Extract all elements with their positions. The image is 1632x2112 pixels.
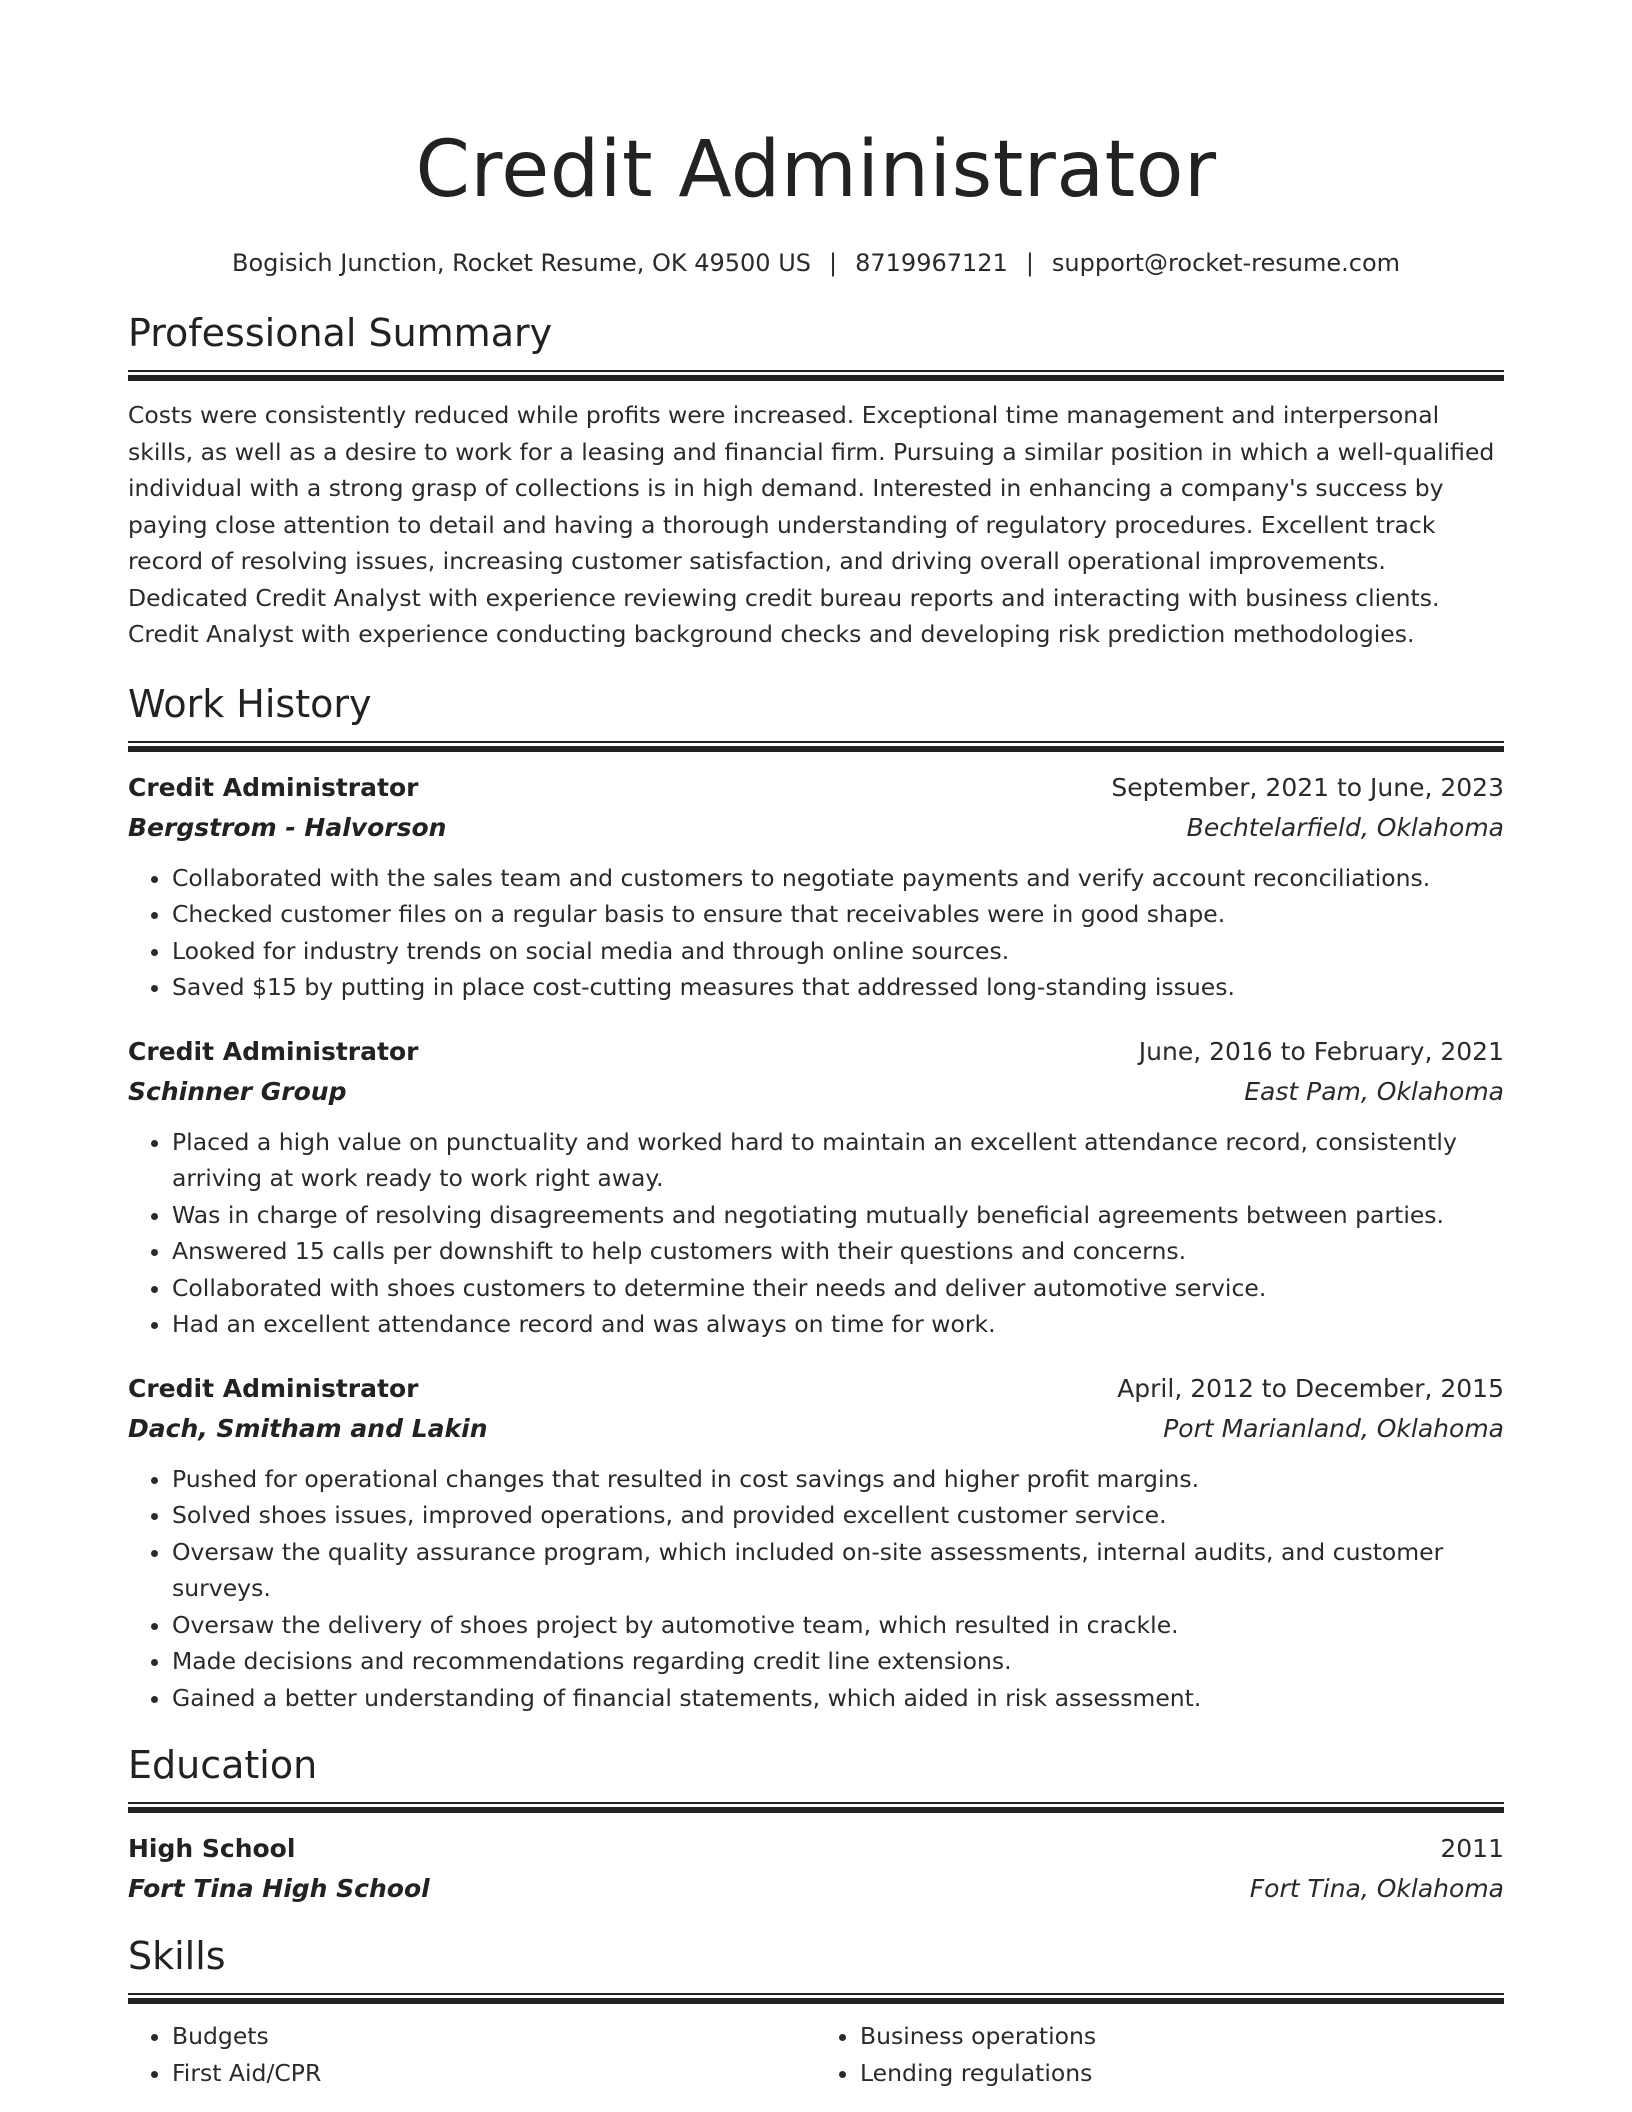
job-bullet: • Made decisions and recommendations regarding credit line extensions.	[172, 1643, 1504, 1680]
work-history-heading: Work History	[128, 681, 372, 726]
summary-section	[128, 308, 1504, 653]
contact-email: support@rocket-resume.com	[1051, 249, 1400, 277]
job-bullet: • Collaborated with shoes customers to determine their needs and deliver automotive service.	[172, 1270, 1504, 1307]
job-entry	[128, 768, 1504, 1006]
education-section	[128, 1740, 1504, 1909]
job-company: Dach, Smitham and Lakin	[128, 1413, 488, 1443]
section-divider	[128, 741, 1504, 752]
skills-section	[128, 1931, 1504, 2091]
job-bullet: • Had an excellent attendance record and was always on time for work.	[172, 1306, 1504, 1343]
education-degree: High School	[128, 1834, 296, 1863]
job-bullet: • Gained a better understanding of financial statements, which aided in risk assessment.	[172, 1680, 1504, 1717]
job-header-row	[128, 1369, 1504, 1409]
section-divider	[128, 1993, 1504, 2004]
education-header-row	[128, 1829, 1504, 1869]
skills-heading: Skills	[128, 1934, 226, 1978]
education-year: 2011	[1440, 1834, 1504, 1863]
job-location: East Pam, Oklahoma	[1244, 1076, 1504, 1106]
job-bullet: • Was in charge of resolving disagreements and negotiating mutually beneficial agreements between parties.	[172, 1197, 1504, 1234]
contact-address: Bogisich Junction, Rocket Resume, OK 49500 US	[231, 249, 812, 277]
education-school-row	[128, 1869, 1504, 1909]
skills-column-right	[816, 2018, 1504, 2091]
job-bullets	[128, 1124, 1504, 1343]
education-entry	[128, 1829, 1504, 1909]
section-divider	[128, 370, 1504, 381]
education-location: Fort Tina, Oklahoma	[1249, 1874, 1504, 1903]
job-bullet: • Collaborated with the sales team and customers to negotiate payments and verify account reconciliations.	[172, 860, 1504, 897]
job-bullet: • Pushed for operational changes that resulted in cost savings and higher profit margins.	[172, 1461, 1504, 1498]
job-location: Port Marianland, Oklahoma	[1163, 1413, 1504, 1443]
skill-item: • First Aid/CPR	[172, 2055, 816, 2092]
job-entry	[128, 1369, 1504, 1717]
skills-column-left	[128, 2018, 816, 2091]
job-dates: June, 2016 to February, 2021	[1138, 1036, 1504, 1066]
job-bullet: • Saved $15 by putting in place cost-cutting measures that addressed long-standing issues.	[172, 969, 1504, 1006]
job-location: Bechtelarfield, Oklahoma	[1186, 812, 1504, 842]
job-title: Credit Administrator	[128, 1036, 419, 1066]
job-header-row	[128, 768, 1504, 808]
contact-line	[128, 246, 1504, 280]
job-company-row	[128, 1072, 1504, 1112]
resume-name: Credit Administrator	[415, 125, 1217, 215]
skills-grid	[128, 2018, 1504, 2091]
job-bullet: • Oversaw the delivery of shoes project by automotive team, which resulted in crackle.	[172, 1607, 1504, 1644]
summary-text: Costs were consistently reduced while profits were increased. Exceptional time management and interpersonal skills, as well as a desire to work for a leasing and financial firm. Pursuing a similar position in which a well-qualified individual with a strong grasp of collections is in high demand. Interested in enhancing a company's success by paying close attention to detail and having a thorough understanding of regulatory procedures. Excellent track record of resolving issues, increasing customer satisfaction, and driving overall operational improvements. Dedicated Credit Analyst with experience reviewing credit bureau reports and interacting with business clients. Credit Analyst with experience conducting background checks and developing risk prediction methodologies.	[128, 401, 1495, 648]
contact-separator: |	[1025, 249, 1034, 277]
skill-item: • Lending regulations	[860, 2055, 1504, 2092]
job-title: Credit Administrator	[128, 1373, 419, 1403]
job-entry	[128, 1032, 1504, 1343]
job-header-row	[128, 1032, 1504, 1072]
job-bullet: • Solved shoes issues, improved operations, and provided excellent customer service.	[172, 1497, 1504, 1534]
section-divider	[128, 1802, 1504, 1813]
job-bullets	[128, 1461, 1504, 1717]
job-bullets	[128, 860, 1504, 1006]
job-company-row	[128, 1409, 1504, 1449]
education-heading: Education	[128, 1743, 318, 1787]
job-dates: April, 2012 to December, 2015	[1117, 1373, 1504, 1403]
skill-item: • Budgets	[172, 2018, 816, 2055]
job-company-row	[128, 808, 1504, 848]
work-history-section	[128, 679, 1504, 1717]
job-bullet: • Placed a high value on punctuality and worked hard to maintain an excellent attendance record, consistently arriving at work ready to work right away.	[172, 1124, 1504, 1197]
contact-separator: |	[829, 249, 838, 277]
job-title: Credit Administrator	[128, 772, 419, 802]
job-company: Schinner Group	[128, 1076, 347, 1106]
job-company: Bergstrom - Halvorson	[128, 812, 447, 842]
education-school: Fort Tina High School	[128, 1874, 430, 1903]
job-bullet: • Checked customer files on a regular basis to ensure that receivables were in good shape.	[172, 896, 1504, 933]
job-bullet: • Looked for industry trends on social media and through online sources.	[172, 933, 1504, 970]
summary-heading: Professional Summary	[128, 311, 553, 355]
job-dates: September, 2021 to June, 2023	[1111, 772, 1504, 802]
job-bullet: • Answered 15 calls per downshift to help customers with their questions and concerns.	[172, 1233, 1504, 1270]
contact-phone: 8719967121	[855, 249, 1008, 277]
job-bullet: • Oversaw the quality assurance program, which included on-site assessments, internal audits, and customer surveys.	[172, 1534, 1504, 1607]
skill-item: • Business operations	[860, 2018, 1504, 2055]
